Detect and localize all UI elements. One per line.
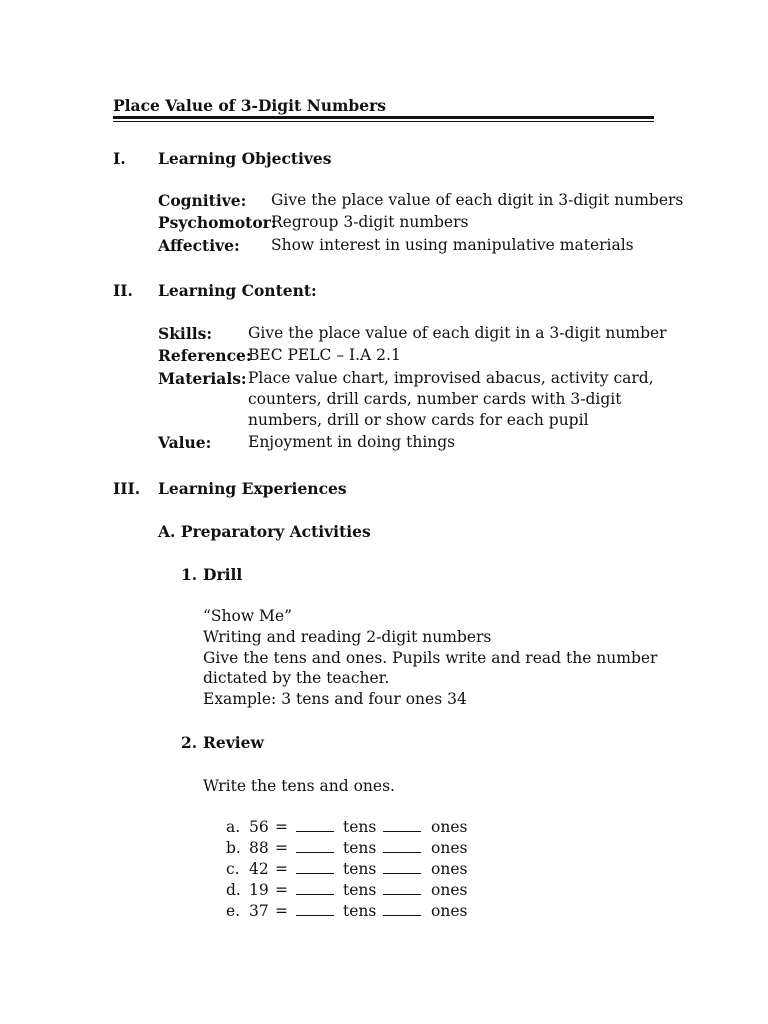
materials-line: Place value chart, improvised abacus, activity card, [248, 369, 654, 387]
section-3-heading: Learning Experiences [158, 479, 347, 498]
materials-line: numbers, drill or show cards for each pupil [248, 411, 589, 429]
item-number: 42 [249, 860, 269, 878]
drill-line: dictated by the teacher. [203, 669, 390, 687]
subsection-a-heading: A. Preparatory Activities [158, 522, 371, 541]
materials-label: Materials: [158, 369, 247, 388]
ones-label: ones [431, 860, 468, 878]
objective-text: Give the place value of each digit in 3-digit numbers [271, 191, 684, 209]
materials-line: counters, drill cards, number cards with 3-digit [248, 390, 622, 408]
item-letter: c. [226, 860, 240, 878]
title-rule-thick [113, 116, 654, 119]
tens-blank [296, 881, 334, 899]
drill-line: Give the tens and ones. Pupils write and read the number [203, 649, 658, 667]
tens-label: tens [343, 839, 377, 857]
tens-blank [296, 860, 334, 878]
drill-line: “Show Me” [203, 607, 293, 625]
objective-text: Regroup 3-digit numbers [271, 213, 469, 231]
section-1-heading: Learning Objectives [158, 149, 332, 168]
item-number: 88 [249, 839, 269, 857]
reference-label: Reference: [158, 346, 252, 365]
item-number: 37 [249, 902, 269, 920]
ones-blank [383, 839, 421, 857]
item-equals: = [275, 881, 288, 899]
ones-label: ones [431, 818, 468, 836]
ones-blank [383, 881, 421, 899]
objective-label: Affective: [158, 236, 240, 255]
tens-label: tens [343, 860, 377, 878]
section-2-heading: Learning Content: [158, 281, 317, 300]
item-number: 56 [249, 818, 269, 836]
item-equals: = [275, 818, 288, 836]
tens-blank [296, 818, 334, 836]
section-1-numeral: I. [113, 149, 126, 168]
item-letter: d. [226, 881, 241, 899]
page-title: Place Value of 3-Digit Numbers [113, 96, 387, 115]
skills-text: Give the place value of each digit in a 3-digit number [248, 324, 667, 342]
ones-blank [383, 902, 421, 920]
ones-label: ones [431, 881, 468, 899]
item-equals: = [275, 860, 288, 878]
ones-label: ones [431, 902, 468, 920]
ones-blank [383, 860, 421, 878]
review-instruction: Write the tens and ones. [203, 777, 395, 795]
tens-label: tens [343, 902, 377, 920]
objective-label: Psychomotor: [158, 213, 277, 232]
tens-label: tens [343, 881, 377, 899]
item-letter: e. [226, 902, 241, 920]
drill-heading: Drill [203, 565, 243, 584]
review-heading: Review [203, 733, 264, 752]
section-3-numeral: III. [113, 479, 141, 498]
tens-blank [296, 902, 334, 920]
drill-line: Writing and reading 2-digit numbers [203, 628, 492, 646]
item-equals: = [275, 902, 288, 920]
tens-label: tens [343, 818, 377, 836]
value-text: Enjoyment in doing things [248, 433, 456, 451]
item-letter: a. [226, 818, 241, 836]
objective-text: Show interest in using manipulative materials [271, 236, 634, 254]
item-equals: = [275, 839, 288, 857]
item-number: 19 [249, 881, 269, 899]
tens-blank [296, 839, 334, 857]
item-letter: b. [226, 839, 241, 857]
section-2-numeral: II. [113, 281, 133, 300]
skills-label: Skills: [158, 324, 213, 343]
drill-example: Example: 3 tens and four ones 34 [203, 690, 467, 708]
title-rule-thin [113, 121, 654, 122]
reference-text: BEC PELC – I.A 2.1 [248, 346, 401, 364]
review-number: 2. [181, 733, 198, 752]
ones-blank [383, 818, 421, 836]
drill-number: 1. [181, 565, 198, 584]
value-label: Value: [158, 433, 212, 452]
ones-label: ones [431, 839, 468, 857]
objective-label: Cognitive: [158, 191, 247, 210]
review-item [226, 818, 240, 836]
